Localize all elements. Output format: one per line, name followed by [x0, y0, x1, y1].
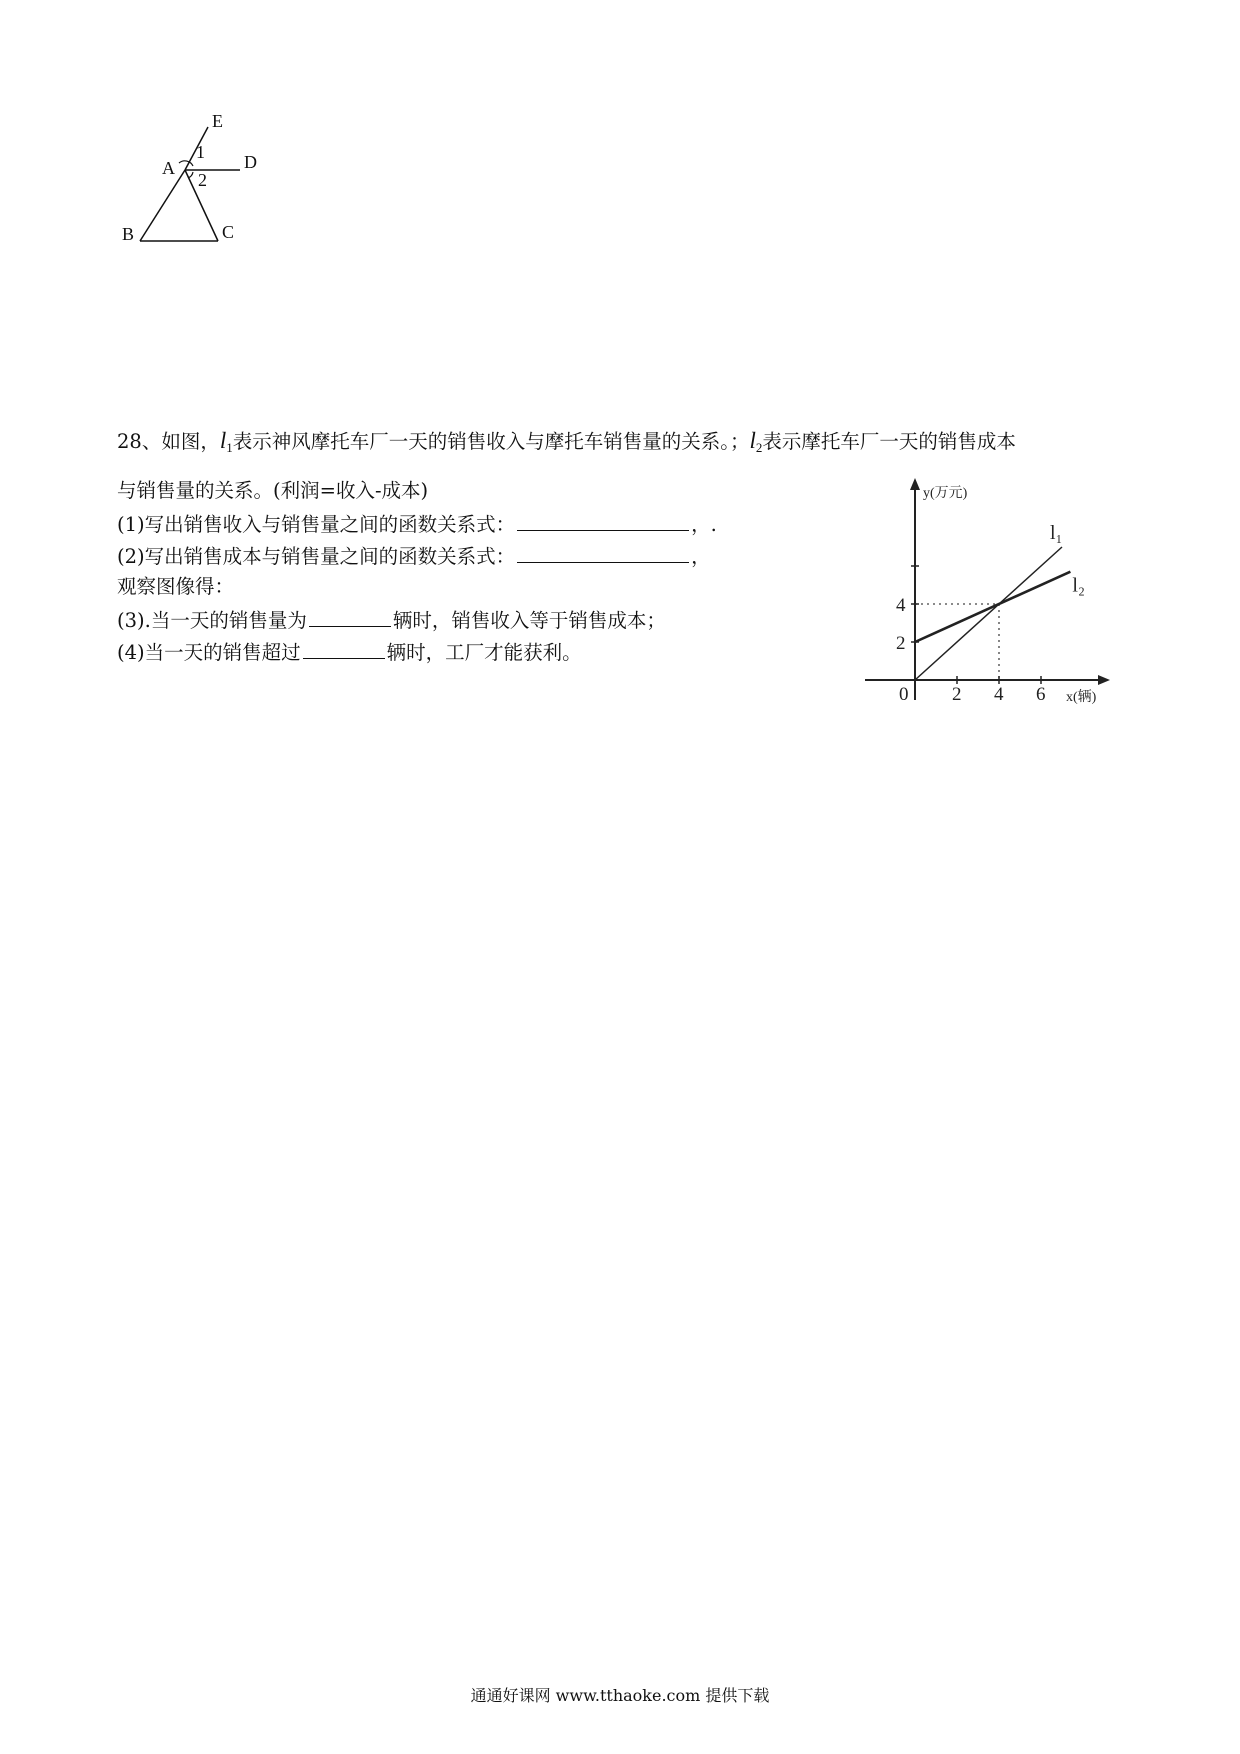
tick-labels	[896, 595, 1046, 705]
label-D: D	[244, 152, 257, 172]
x-tick-label-4: 4	[994, 684, 1004, 705]
intro-middle: 表示神风摩托车厂一天的销售收入与摩托车销售量的关系。；	[232, 430, 750, 453]
q4-text: (4)当一天的销售超过	[117, 641, 301, 664]
q2-text: (2)写出销售成本与销售量之间的函数关系式：	[117, 545, 516, 568]
label-A: A	[162, 158, 175, 178]
y-axis-arrow	[910, 478, 920, 490]
q1-end: ，.	[691, 513, 717, 536]
question-2	[117, 542, 711, 570]
series-label-1: l₁	[1050, 522, 1063, 544]
angle-1-arc	[179, 161, 193, 166]
q3-suffix: 辆时，销售收入等于销售成本；	[392, 609, 666, 632]
label-2: 2	[198, 170, 207, 190]
q3-answer-blank[interactable]	[309, 606, 391, 627]
question-intro-cont	[117, 478, 428, 504]
x-axis-label: x(辆)	[1066, 690, 1097, 705]
q1-answer-blank[interactable]	[517, 510, 689, 531]
intro-end: 表示摩托车厂一天的销售成本	[762, 430, 1016, 453]
series-line-1	[915, 547, 1062, 680]
label-1: 1	[196, 142, 205, 162]
question-prefix: 28、如图，	[117, 430, 220, 453]
question-intro	[117, 428, 1016, 461]
profit-note: 与销售量的关系。(利润=收入-成本)	[117, 479, 429, 502]
label-B: B	[122, 224, 135, 244]
x-tick-label-6: 6	[1036, 684, 1046, 705]
l1-subscript: 1	[226, 440, 233, 455]
observe-line	[117, 574, 234, 600]
y-axis-label: y(万元)	[923, 486, 968, 501]
q3-text: (3).当一天的销售量为	[117, 609, 307, 632]
series-label-2: l₂	[1072, 574, 1085, 597]
x-axis-arrow	[1098, 675, 1110, 685]
q2-answer-blank[interactable]	[517, 542, 689, 563]
q1-text: (1)写出销售收入与销售量之间的函数关系式：	[117, 513, 516, 536]
l1-symbol: l	[219, 428, 227, 453]
question-1	[117, 510, 717, 538]
segment-AB	[140, 170, 185, 241]
q2-end: ，	[691, 545, 711, 568]
y-tick-label-2: 2	[896, 633, 906, 654]
y-tick-label-4: 4	[896, 595, 906, 616]
series-group	[915, 522, 1085, 680]
footer-text: 通通好课网 www.tthaoke.com 提供下载	[470, 1686, 770, 1705]
x-tick-label-0: 0	[899, 684, 909, 705]
l2-symbol: l	[749, 428, 756, 453]
label-E: E	[212, 111, 223, 131]
q4-suffix: 辆时，工厂才能获利。	[386, 641, 582, 664]
observe-text: 观察图像得：	[117, 575, 235, 598]
l2-subscript: 2	[755, 440, 763, 455]
q4-answer-blank[interactable]	[303, 638, 385, 659]
x-tick-label-2: 2	[952, 684, 962, 705]
triangle-figure	[122, 111, 300, 278]
angle-2-arc	[188, 172, 193, 178]
sales-graph	[860, 475, 1120, 715]
question-3	[117, 606, 666, 634]
series-line-2	[915, 572, 1070, 642]
question-4	[117, 638, 582, 666]
page-footer	[0, 1683, 1240, 1706]
label-C: C	[222, 222, 235, 242]
